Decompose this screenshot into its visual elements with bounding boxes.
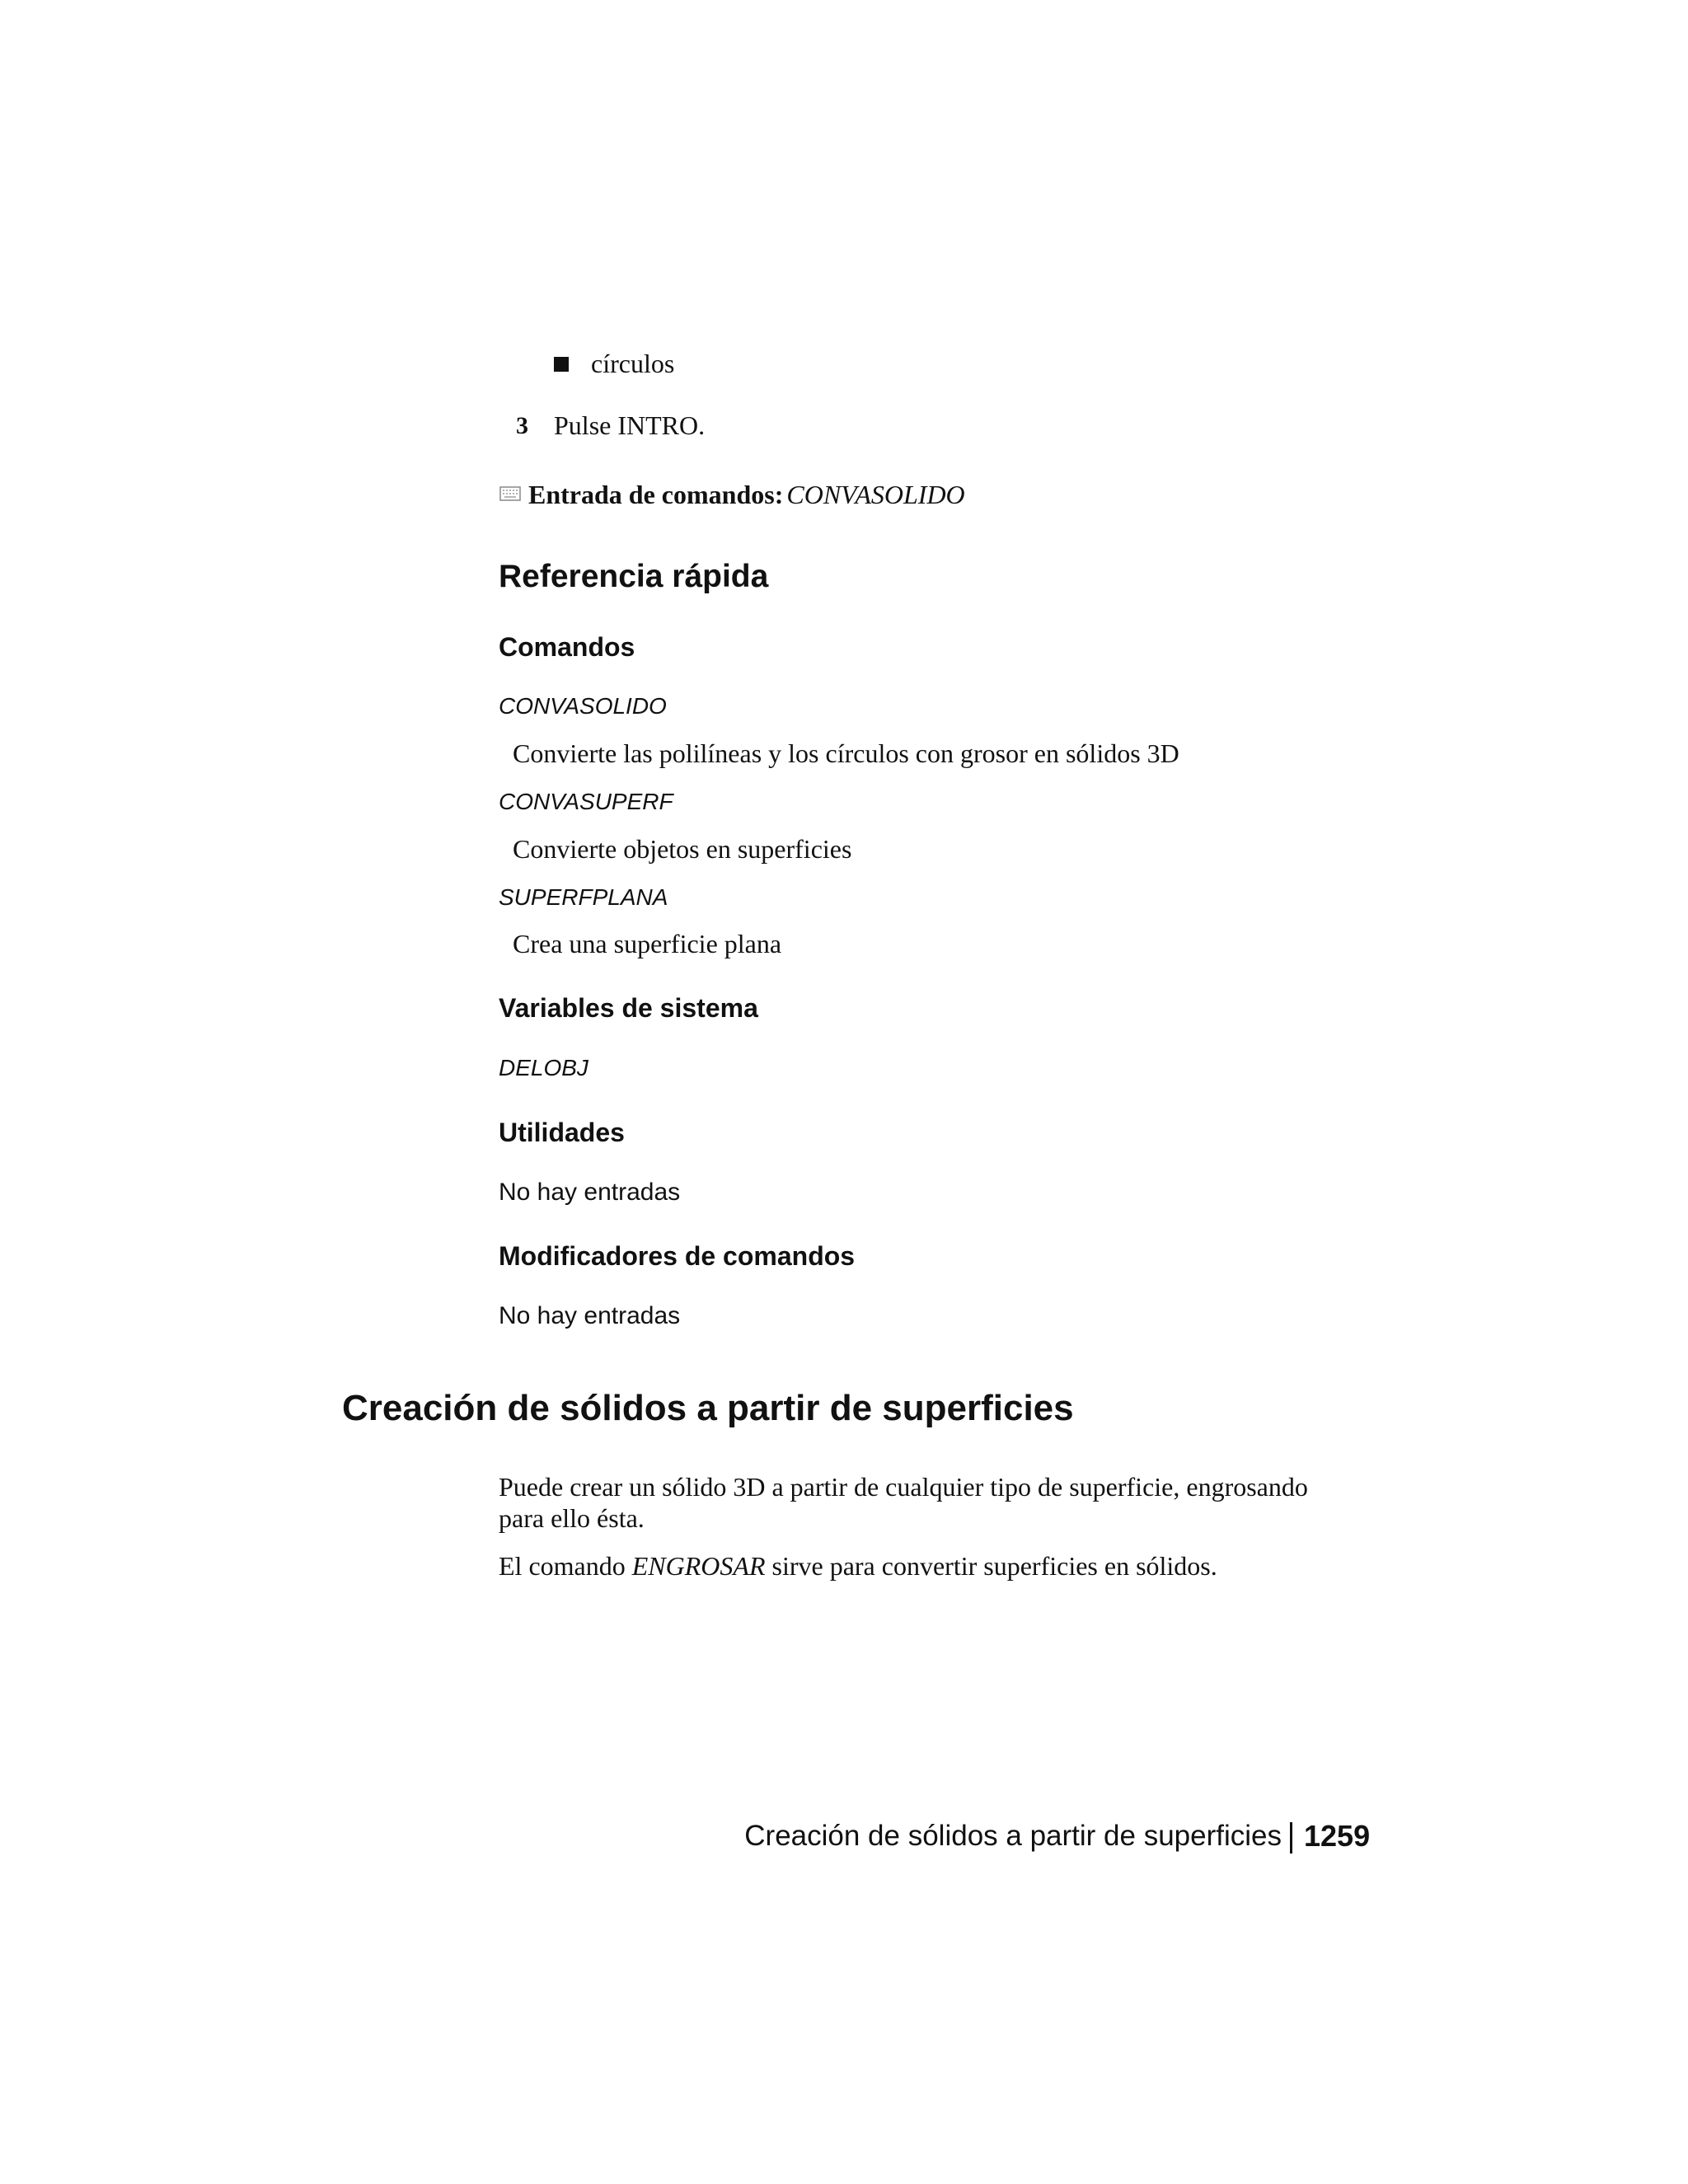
footer-divider (1290, 1822, 1292, 1854)
paragraph-text: El comando (499, 1551, 632, 1581)
commands-heading: Comandos (499, 632, 635, 662)
command-entry-label: Entrada de comandos: (528, 480, 784, 509)
modifiers-text: No hay entradas (499, 1302, 681, 1329)
bullet-item-text: círculos (591, 349, 675, 378)
command-description: Convierte las polilíneas y los círculos con grosor en sólidos 3D (513, 738, 1179, 768)
section-paragraph (499, 1551, 1217, 1582)
step-number: 3 (516, 412, 528, 439)
utilities-text: No hay entradas (499, 1179, 681, 1206)
keyboard-icon (499, 485, 521, 502)
paragraph-text: sirve para convertir superficies en sólidos. (765, 1551, 1217, 1581)
inline-command: ENGROSAR (631, 1551, 766, 1581)
section-title: Creación de sólidos a partir de superficies (342, 1388, 1074, 1428)
command-name: CONVASOLIDO (499, 693, 667, 719)
section-paragraph-line: para ello ésta. (499, 1503, 645, 1533)
command-entry-value: CONVASOLIDO (786, 480, 965, 509)
quick-reference-title: Referencia rápida (499, 559, 769, 594)
step-text: Pulse INTRO. (554, 410, 706, 440)
command-name: SUPERFPLANA (499, 884, 668, 910)
modifiers-heading: Modificadores de comandos (499, 1241, 856, 1271)
footer-title: Creación de sólidos a partir de superficies (744, 1820, 1282, 1852)
command-description: Convierte objetos en superficies (513, 834, 852, 864)
command-entry (528, 480, 965, 510)
page-number: 1259 (1304, 1819, 1371, 1853)
utilities-heading: Utilidades (499, 1118, 625, 1147)
sysvar-name: DELOBJ (499, 1055, 588, 1080)
command-description: Crea una superficie plana (513, 929, 782, 958)
section-paragraph-line: Puede crear un sólido 3D a partir de cualquier tipo de superficie, engrosando (499, 1472, 1308, 1502)
command-name: CONVASUPERF (499, 789, 673, 814)
sysvars-heading: Variables de sistema (499, 993, 758, 1023)
bullet-square-icon (554, 357, 569, 372)
